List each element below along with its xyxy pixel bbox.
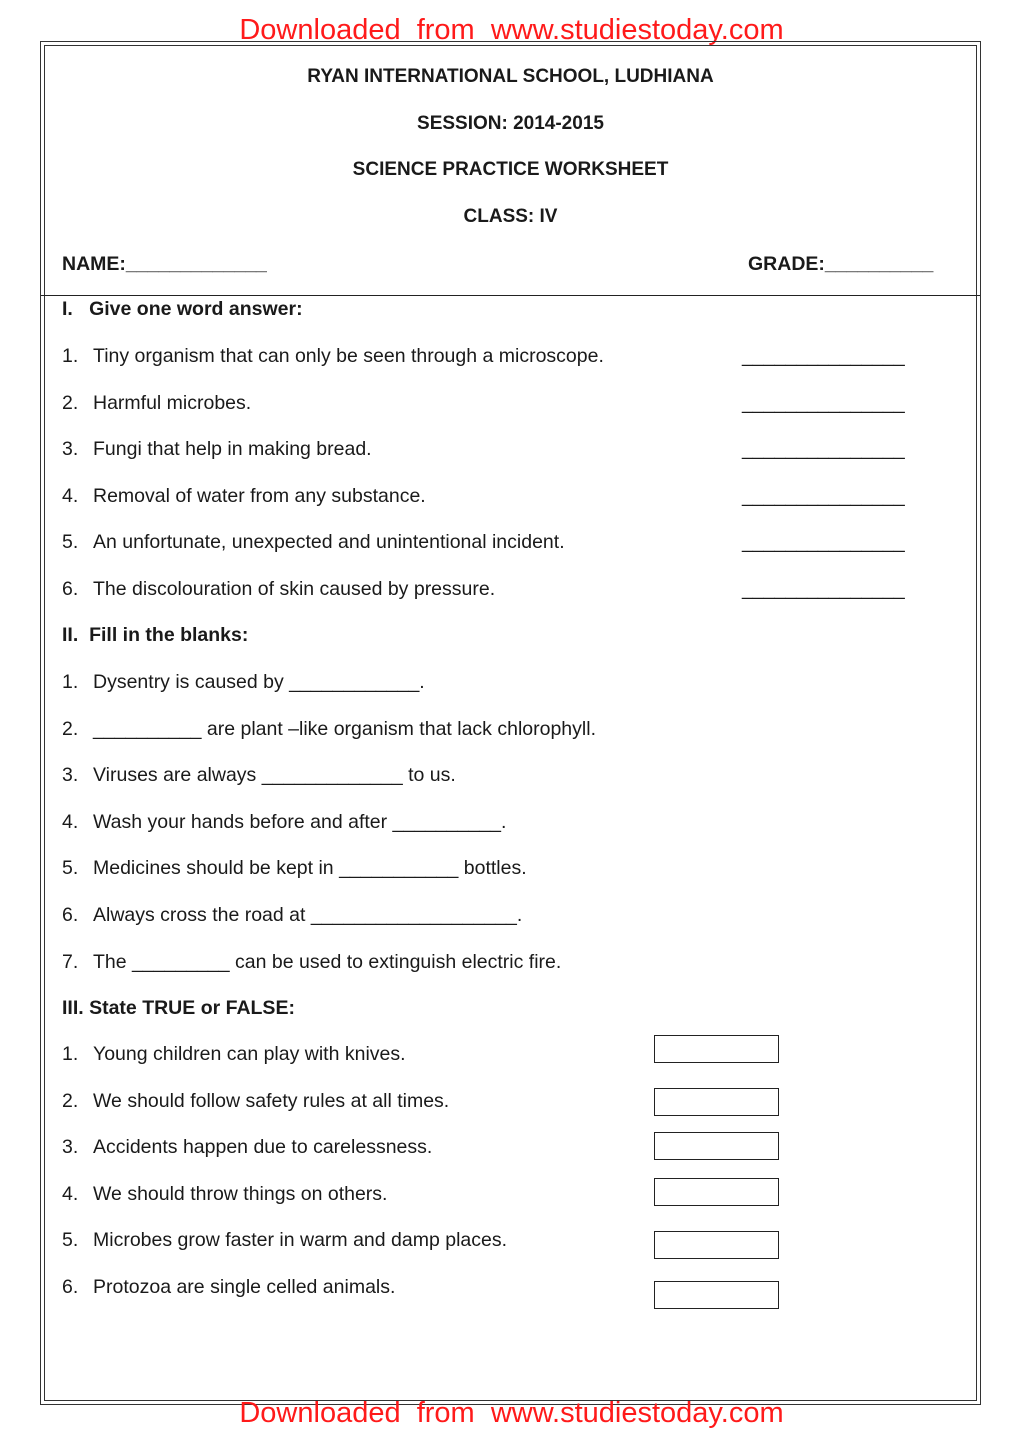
question-number: 1. <box>62 671 79 693</box>
section-3-heading: III. State TRUE or FALSE: <box>62 997 295 1019</box>
question-number: 4. <box>62 1182 79 1205</box>
answer-blank[interactable]: _______________ <box>742 438 905 461</box>
question-text: Protozoa are single celled animals. <box>93 1276 396 1298</box>
question-text: We should follow safety rules at all times. <box>93 1089 450 1112</box>
question-text: Fungi that help in making bread. <box>93 438 372 461</box>
question-number: 4. <box>62 810 79 833</box>
section-1-heading: I. Give one word answer: <box>62 298 303 320</box>
question-number: 3. <box>62 438 79 461</box>
true-false-answer-box[interactable] <box>654 1178 779 1206</box>
session: SESSION: 2014-2015 <box>417 113 604 134</box>
true-false-answer-box[interactable] <box>654 1035 779 1063</box>
true-false-answer-box[interactable] <box>654 1281 779 1309</box>
section-2-heading: II. Fill in the blanks: <box>62 624 249 646</box>
question-number: 2. <box>62 391 79 414</box>
question-text: We should throw things on others. <box>93 1182 388 1205</box>
question-text: Wash your hands before and after __________. <box>93 810 507 833</box>
question-text: Microbes grow faster in warm and damp places. <box>93 1229 508 1252</box>
question-number: 5. <box>62 1229 79 1252</box>
question-number: 5. <box>62 531 79 554</box>
answer-blank[interactable]: _______________ <box>742 391 905 414</box>
question-number: 5. <box>62 857 79 880</box>
watermark-bottom[interactable]: Downloaded from www.studiestoday.com <box>239 1397 784 1429</box>
true-false-answer-box[interactable] <box>654 1132 779 1160</box>
watermark-top[interactable]: Downloaded from www.studiestoday.com <box>239 14 784 46</box>
question-text: Medicines should be kept in ___________ bottles. <box>93 857 527 880</box>
true-false-answer-box[interactable] <box>654 1088 779 1116</box>
question-number: 3. <box>62 1136 79 1159</box>
question-number: 6. <box>62 1276 79 1298</box>
question-text: Harmful microbes. <box>93 391 252 414</box>
header-divider <box>41 295 980 296</box>
question-number: 4. <box>62 484 79 507</box>
question-number: 2. <box>62 717 79 740</box>
question-text: Always cross the road at ___________________. <box>93 904 523 926</box>
question-text: Removal of water from any substance. <box>93 484 426 507</box>
answer-blank[interactable]: _______________ <box>742 484 905 507</box>
answer-blank[interactable]: _______________ <box>742 531 905 554</box>
question-number: 1. <box>62 345 79 367</box>
question-text: Young children can play with knives. <box>93 1043 406 1065</box>
answer-blank[interactable]: _______________ <box>742 345 905 367</box>
question-number: 2. <box>62 1089 79 1112</box>
question-number: 3. <box>62 764 79 787</box>
question-text: Tiny organism that can only be seen through a microscope. <box>93 345 604 367</box>
question-number: 7. <box>62 950 79 973</box>
class-label: CLASS: IV <box>463 206 558 227</box>
grade-field[interactable]: GRADE:__________ <box>748 253 934 275</box>
question-text: An unfortunate, unexpected and unintentional incident. <box>93 531 565 554</box>
true-false-answer-box[interactable] <box>654 1231 779 1259</box>
question-text: The _________ can be used to extinguish electric fire. <box>93 950 562 973</box>
question-text: The discolouration of skin caused by pressure. <box>93 578 496 600</box>
school-name: RYAN INTERNATIONAL SCHOOL, LUDHIANA <box>307 66 714 87</box>
question-text: Dysentry is caused by ____________. <box>93 671 425 693</box>
worksheet-title: SCIENCE PRACTICE WORKSHEET <box>352 159 669 180</box>
question-number: 6. <box>62 904 79 926</box>
question-number: 1. <box>62 1043 79 1065</box>
name-field[interactable]: NAME:_____________ <box>62 253 267 275</box>
answer-blank[interactable]: _______________ <box>742 578 905 600</box>
question-text: Viruses are always _____________ to us. <box>93 764 456 787</box>
question-text: Accidents happen due to carelessness. <box>93 1136 433 1159</box>
question-number: 6. <box>62 578 79 600</box>
question-text: __________ are plant –like organism that lack chlorophyll. <box>93 717 596 740</box>
